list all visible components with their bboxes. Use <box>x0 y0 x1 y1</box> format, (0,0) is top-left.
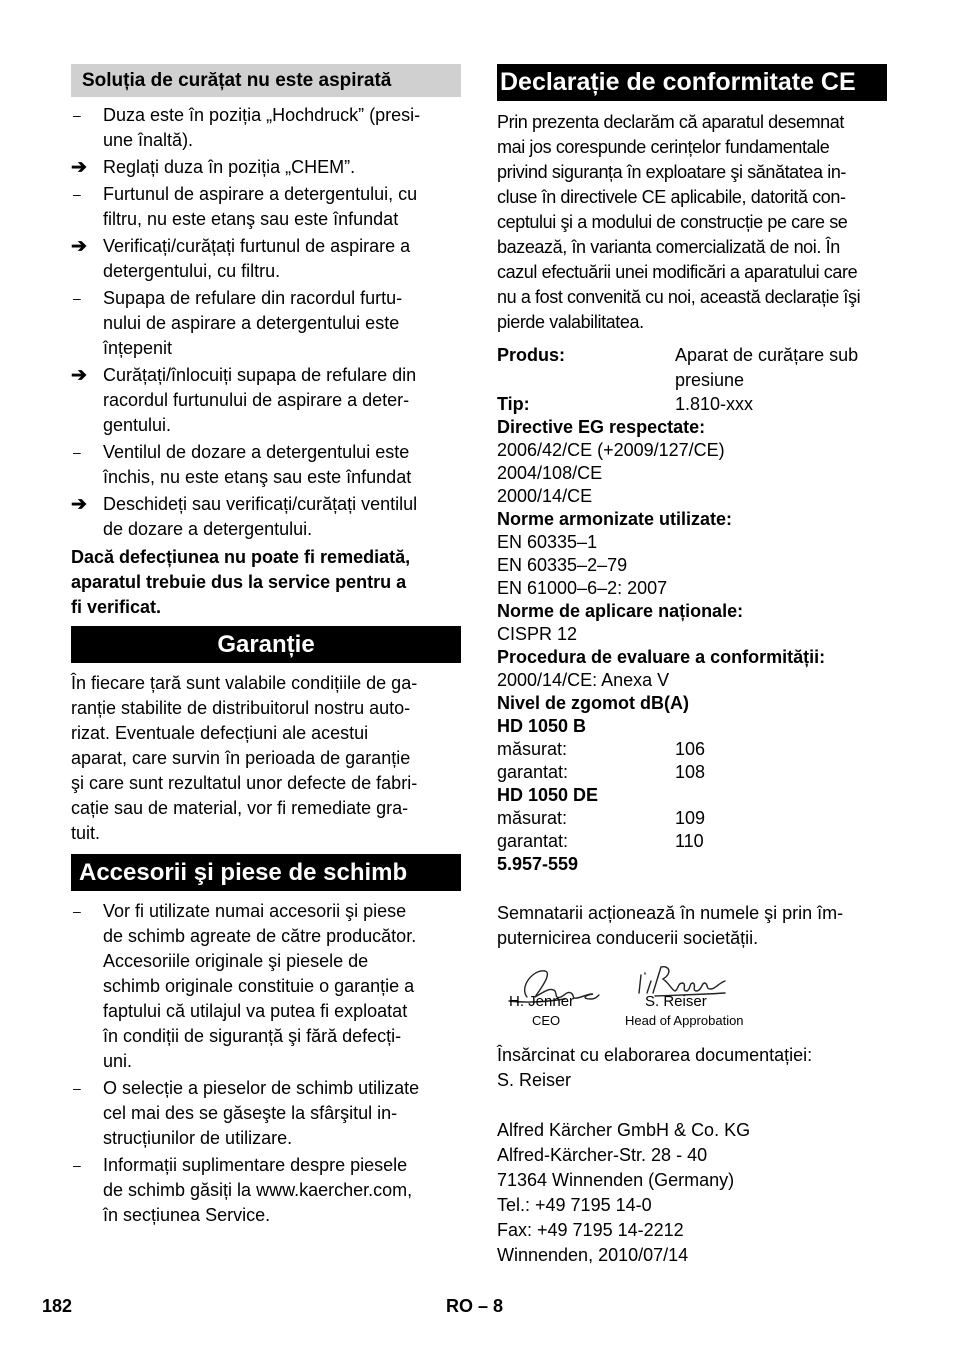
list-item: – Ventilul de dozare a detergentului este închis, nu este etanş sau este înfundat <box>73 442 412 487</box>
signature-role-approbation: Head of Approbation <box>625 1013 744 1028</box>
declaration-intro: Prin prezenta declarăm că aparatul desemnat mai jos corespunde cerințelor fundamentale privind siguranța în exploatare şi sănătatea in- cluse în directivele CE aplicabile, datorită con- ceptului şi a modului de construcție pe care se bazează, în varianta comercializată de noi. În cazul efectuării unei modificări a aparatului care nu a fost convenită cu noi, această declarație îşi pierde valabilitatea. <box>497 112 861 332</box>
arrow-right-icon: ➔ <box>71 157 87 178</box>
harmonized-item: EN 60335–1 <box>497 532 598 552</box>
arrow-right-icon: ➔ <box>71 365 87 386</box>
guaranteed-row: garantat: 108 <box>497 762 706 782</box>
address-line: Alfred-Kärcher-Str. 28 - 40 <box>497 1145 708 1165</box>
list-item: – Furtunul de aspirare a detergentului, cu filtru, nu este etanş sau este înfundat <box>73 184 418 229</box>
place-date-line: Winnenden, 2010/07/14 <box>497 1245 689 1265</box>
national-label: Norme de aplicare naționale: <box>497 601 744 621</box>
dash-marker: – <box>73 903 81 919</box>
list-item: ➔ Verificați/curățați furtunul de aspirare a detergentului, cu filtru. <box>71 236 411 281</box>
signature-block <box>497 951 887 1043</box>
directive-item: 2006/42/CE (+2009/127/CE) <box>497 440 725 460</box>
warranty-heading: Garanție <box>71 626 461 663</box>
documentation-responsible-label: Însărcinat cu elaborarea documentației: <box>497 1045 813 1065</box>
address-line: 71364 Winnenden (Germany) <box>497 1170 735 1190</box>
dash-marker: – <box>73 290 81 306</box>
list-item: – Vor fi utilizate numai accesorii şi piese de schimb agreate de către producător. Accesoriile originale şi piesele de schimb originale constituie o garanție a faptului că utilajul va putea fi exploatat în condiții de siguranță şi fără defecți- uni. <box>73 901 417 1071</box>
signature-role-ceo: CEO <box>532 1013 561 1028</box>
list-item: ➔ Reglați duza în poziția „CHEM”. <box>71 157 356 178</box>
address-line: Alfred Kärcher GmbH & Co. KG <box>497 1120 751 1140</box>
model-name: HD 1050 B <box>497 716 587 736</box>
dash-marker: – <box>73 1157 81 1173</box>
dash-marker: – <box>73 107 81 123</box>
documentation-responsible-name: S. Reiser <box>497 1070 572 1090</box>
list-item: – O selecție a pieselor de schimb utilizate cel mai des se găseşte la sfârşitul in- strucțiunilor de utilizare. <box>73 1078 420 1148</box>
left-column <box>71 64 461 1228</box>
troubleshooting-heading: Soluția de curățat nu este aspirată <box>71 64 461 97</box>
measured-row: măsurat: 106 <box>497 739 706 759</box>
directives-label: Directive EG respectate: <box>497 417 706 437</box>
guaranteed-row: garantat: 110 <box>497 831 704 851</box>
dash-marker: – <box>73 186 81 202</box>
service-warning: Dacă defecțiunea nu poate fi remediată, aparatul trebuie dus la service pentru a fi verificat. <box>71 547 411 617</box>
list-item: – Informații suplimentare despre piesele de schimb găsiți la www.kaercher.com, în secțiunea Service. <box>73 1155 413 1225</box>
list-item: – Supapa de refulare din racordul furtu- nului de aspirare a detergentului este înțepenit <box>73 288 403 358</box>
list-item: ➔ Curățați/înlocuiți supapa de refulare din racordul furtunului de aspirare a deter- gentului. <box>71 365 417 435</box>
signature-name-jenner: H. Jenner <box>509 993 575 1010</box>
declaration-heading: Declarație de conformitate CE <box>497 64 887 101</box>
dash-marker: – <box>73 1080 81 1096</box>
arrow-right-icon: ➔ <box>71 494 87 515</box>
dash-marker: – <box>73 444 81 460</box>
fax-line: Fax: +49 7195 14-2212 <box>497 1220 684 1240</box>
list-item: ➔ Deschideți sau verificați/curățați ventilul de dozare a detergentului. <box>71 494 418 539</box>
arrow-right-icon: ➔ <box>71 236 87 257</box>
national-item: CISPR 12 <box>497 624 578 644</box>
warranty-text: În fiecare țară sunt valabile condițiile de ga- ranție stabilite de distribuitorul nostru auto- rizat. Eventuale defecțiuni ale acestui aparat, care survin în perioada de garanție şi care sunt rezultatul unor defecte de fabri- cație sau de material, vor fi remediate gra- tuit. <box>71 673 418 843</box>
product-row: Produs: Aparat de curățare sub presiune <box>497 345 859 390</box>
signature-name-reiser: S. Reiser <box>645 993 707 1010</box>
accessories-heading: Accesorii şi piese de schimb <box>71 854 461 891</box>
directive-item: 2004/108/CE <box>497 463 603 483</box>
signatories-text: Semnatarii acționează în numele şi prin îm- puternicirea conducerii societății. <box>497 903 844 948</box>
measured-row: măsurat: 109 <box>497 808 706 828</box>
phone-line: Tel.: +49 7195 14-0 <box>497 1195 652 1215</box>
noise-label: Nivel de zgomot dB(A) <box>497 693 689 713</box>
right-column <box>497 64 887 1268</box>
procedure-label: Procedura de evaluare a conformității: <box>497 647 826 667</box>
harmonized-item: EN 61000–6–2: 2007 <box>497 578 668 598</box>
page-number: 182 <box>42 1296 73 1316</box>
model-name: HD 1050 DE <box>497 785 599 805</box>
list-item: – Duza este în poziția „Hochdruck” (presi- une înaltă). <box>73 105 421 150</box>
page-label: RO – 8 <box>446 1296 504 1316</box>
document-number: 5.957-559 <box>497 854 579 874</box>
directive-item: 2000/14/CE <box>497 486 593 506</box>
type-row: Tip: 1.810-xxx <box>497 394 754 414</box>
harmonized-label: Norme armonizate utilizate: <box>497 509 733 529</box>
procedure-value: 2000/14/CE: Anexa V <box>497 670 670 690</box>
harmonized-item: EN 60335–2–79 <box>497 555 628 575</box>
